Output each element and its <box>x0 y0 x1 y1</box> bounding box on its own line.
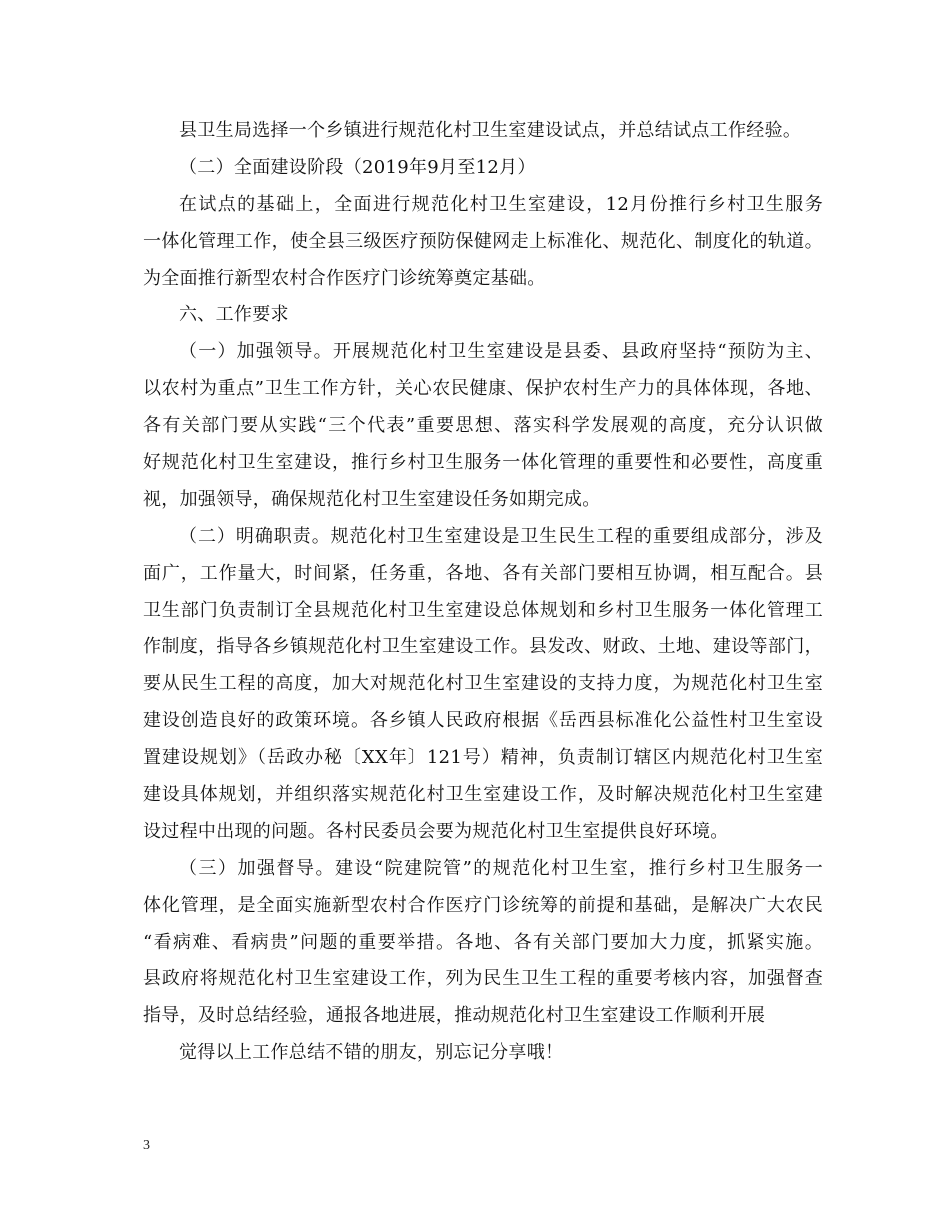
text-line: 要从民生工程的高度，加大对规范化村卫生室建设的支持力度，为规范化村卫生室 <box>143 673 823 695</box>
text-line: 县卫生局选择一个乡镇进行规范化村卫生室建设试点，并总结试点工作经验。 <box>179 120 802 141</box>
text-line: 指导，及时总结经验，通报各地进展，推动规范化村卫生室建设工作顺利开展 <box>143 1005 766 1027</box>
text-line: 以农村为重点”卫生工作方针，关心农民健康、保护农村生产力的具体体现，各地、 <box>143 378 823 400</box>
text-line: “看病难、看病贵”问题的重要举措。各地、各有关部门要加大力度，抓紧实施。 <box>143 931 823 953</box>
text-line: 好规范化村卫生室建设，推行乡村卫生服务一体化管理的重要性和必要性，高度重 <box>143 452 823 474</box>
text-line: 作制度，指导各乡镇规范化村卫生室建设工作。县发改、财政、土地、建设等部门， <box>143 636 823 658</box>
text-line: 视，加强领导，确保规范化村卫生室建设任务如期完成。 <box>143 488 601 510</box>
text-line: 设过程中出现的问题。各村民委员会要为规范化村卫生室提供良好环境。 <box>143 820 729 842</box>
text-line: 各有关部门要从实践“三个代表”重要思想、落实科学发展观的高度，充分认识做 <box>143 415 823 437</box>
text-line: 体化管理，是全面实施新型农村合作医疗门诊统筹的前提和基础，是解决广大农民 <box>143 894 823 916</box>
text-line: 为全面推行新型农村合作医疗门诊统筹奠定基础。 <box>143 267 546 289</box>
text-line: 卫生部门负责制订全县规范化村卫生室建设总体规划和乡村卫生服务一体化管理工 <box>143 599 823 621</box>
section-heading: 六、工作要求 <box>179 304 289 326</box>
document-body <box>143 113 823 1072</box>
text-line: 在试点的基础上，全面进行规范化村卫生室建设，12月份推行乡村卫生服务 <box>179 193 823 215</box>
text-line: （一）加强领导。开展规范化村卫生室建设是县委、县政府坚持“预防为主、 <box>179 341 823 363</box>
text-line: 觉得以上工作总结不错的朋友，别忘记分享哦！ <box>179 1042 564 1064</box>
text-line: 一体化管理工作，使全县三级医疗预防保健网走上标准化、规范化、制度化的轨道。 <box>143 230 823 252</box>
text-line: 面广，工作量大，时间紧，任务重，各地、各有关部门要相互协调，相互配合。县 <box>143 562 823 584</box>
text-line: 县政府将规范化村卫生室建设工作，列为民生卫生工程的重要考核内容，加强督查 <box>143 968 823 990</box>
text-line: 建设创造良好的政策环境。各乡镇人民政府根据《岳西县标准化公益性村卫生室设 <box>143 710 823 732</box>
text-line: 置建设规划》（岳政办秘〔XX年〕121号）精神，负责制订辖区内规范化村卫生室 <box>143 747 823 769</box>
text-line: 建设具体规划，并组织落实规范化村卫生室建设工作，及时解决规范化村卫生室建 <box>143 784 823 806</box>
page-number: 3 <box>143 1138 150 1153</box>
text-line: （二）明确职责。规范化村卫生室建设是卫生民生工程的重要组成部分，涉及 <box>179 525 823 547</box>
text-line: （二）全面建设阶段（2019年9月至12月） <box>179 156 536 178</box>
text-line: （三）加强督导。建设“院建院管”的规范化村卫生室，推行乡村卫生服务一 <box>179 857 823 879</box>
